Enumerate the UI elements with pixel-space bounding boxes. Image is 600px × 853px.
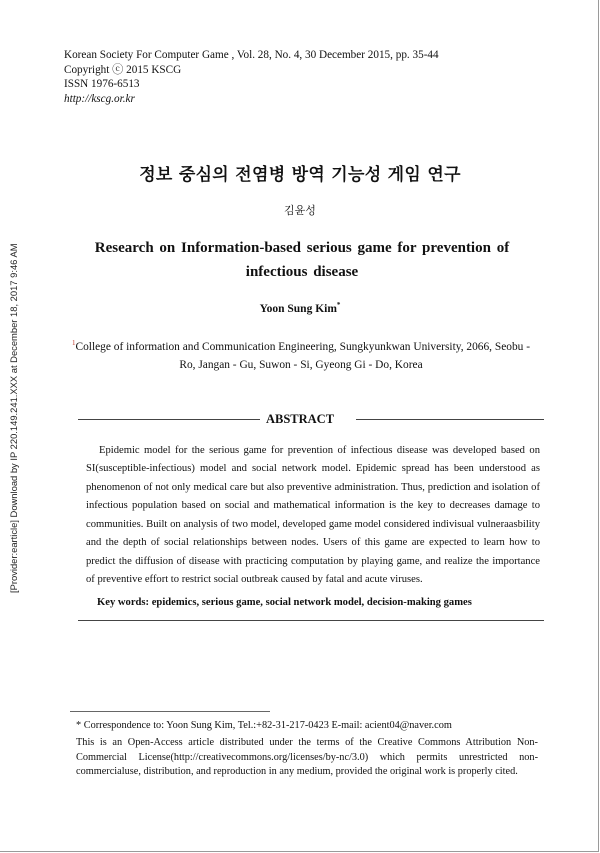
footnote-rule	[70, 711, 270, 712]
author-marker: *	[336, 301, 341, 309]
keywords: Key words: epidemics, serious game, social network model, decision-making games	[97, 597, 472, 608]
download-stamp: [Provider:earticle] Download by IP 220.149.241.XXX at December 18, 2017 9:46 AM	[8, 243, 19, 593]
correspondence-note: * Correspondence to: Yoon Sung Kim, Tel.:+82-31-217-0423 E-mail: acient04@naver.com	[76, 720, 452, 731]
abstract-rule-right	[356, 419, 544, 420]
journal-url: http://kscg.or.kr	[64, 92, 135, 105]
affiliation	[68, 334, 534, 375]
journal-header	[64, 48, 439, 106]
korean-title: 정보 중심의 전염병 방역 기능성 게임 연구	[139, 165, 461, 185]
issn-line: ISSN 1976-6513	[64, 78, 140, 91]
author-name: Yoon Sung Kim	[259, 303, 337, 315]
english-author	[0, 301, 600, 315]
section-divider	[78, 620, 544, 621]
abstract-heading: ABSTRACT	[265, 412, 335, 426]
footnote	[76, 719, 538, 780]
journal-citation: Korean Society For Computer Game , Vol. 28, No. 4, 30 December 2015, pp. 35-44	[64, 49, 439, 61]
english-title: Research on Information-based serious game for prevention of infectious disease	[94, 240, 510, 280]
affiliation-marker: 1	[71, 339, 76, 347]
affiliation-text: College of information and Communication Engineering, Sungkyunkwan University, 2066, Seobu - Ro, Jangan - Gu, Suwon - Si, Gyeong Gi - Do, Korea	[75, 341, 530, 372]
abstract-body: Epidemic model for the serious game for prevention of infectious disease was developed based on SI(susceptible-infectious) model and social network model. Epidemic spread has been understood as phenomenon of not only medical care but also preventive administration. Thus, prediction and isolation of infectious population based on social and mathematical information is the key to decreases damage to communities. Built on analysis of two model, developed game model considered indivisual vulneraasbility and the depth of social relationships between nodes. Users of this game are expected to learn how to predict the diffusion of disease with practicing computation by playing game, and realize the importance of preventive effort to restrict social outbreak caused by fatal and acute viruses.	[86, 445, 540, 586]
korean-author: 김윤성	[284, 204, 316, 217]
copyright-line: Copyright ⓒ 2015 KSCG	[64, 63, 182, 76]
license-note: This is an Open-Access article distributed under the terms of the Creative Commons Attribution Non-Commercial License(http://creativecommons.org/licenses/by-nc/3.0) which permits unrestricted non-commercialuse, distribution, and reproduction in any medium, provided the original work is properly cited.	[76, 736, 538, 778]
